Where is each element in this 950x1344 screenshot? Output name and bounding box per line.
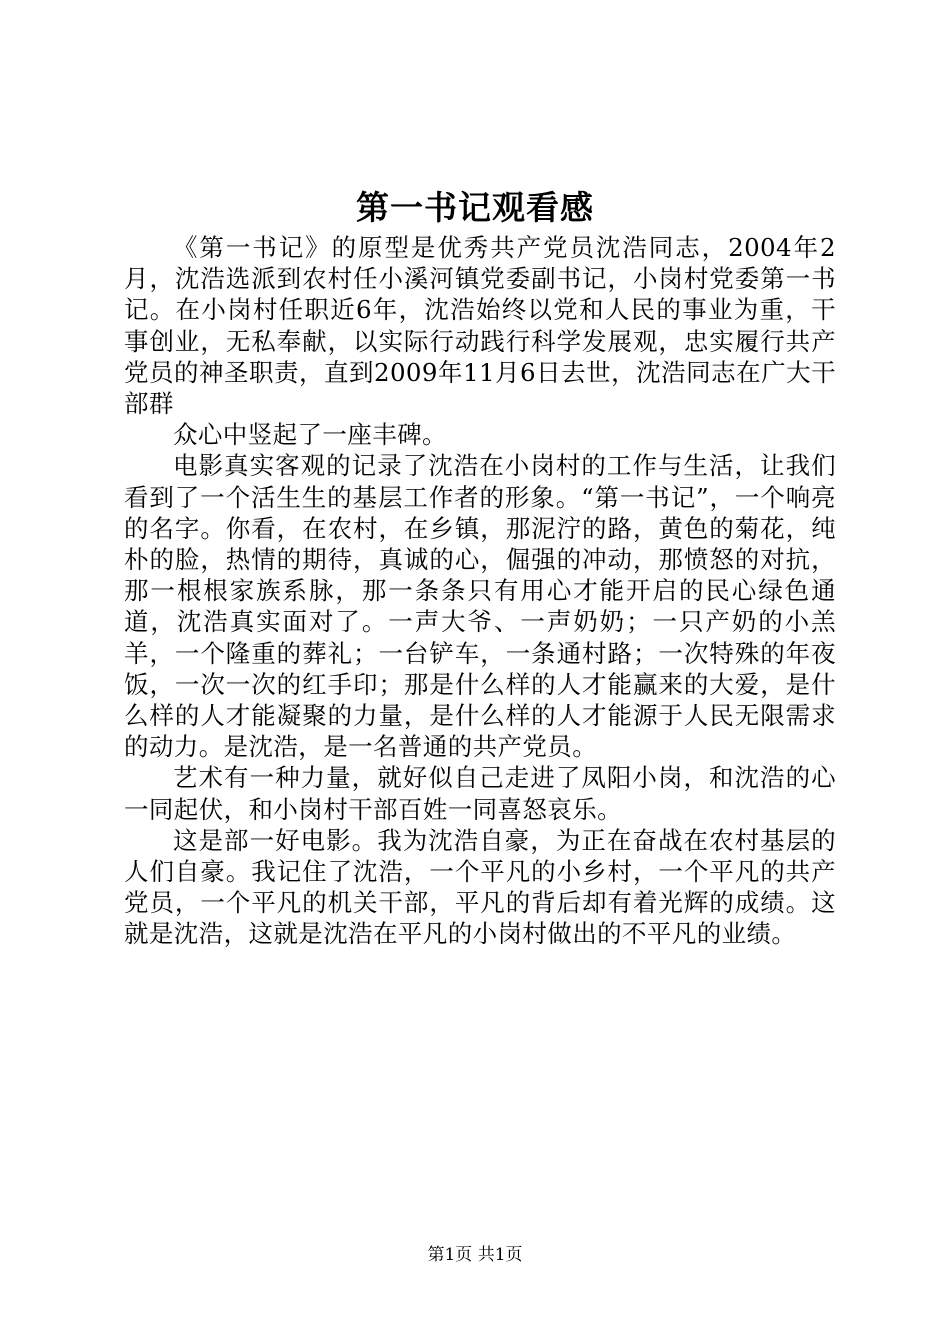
page-title: 第一书记观看感 [356,188,594,227]
paragraph-2: 众心中竖起了一座丰碑。 [173,420,447,450]
article-body [124,232,836,950]
paragraph-5: 这是部一好电影。我为沈浩自豪，为正在奋战在农村基层的人们自豪。我记住了沈浩，一个平凡的小乡村，一个平凡的共产党员，一个平凡的机关干部，平凡的背后却有着光辉的成绩。这就是沈浩，这就是沈浩在平凡的小岗村做出的不平凡的业绩。 [124,825,836,949]
paragraph-3: 电影真实客观的记录了沈浩在小岗村的工作与生活，让我们看到了一个活生生的基层工作者的形象。“第一书记”，一个响亮的名字。你看，在农村，在乡镇，那泥泞的路，黄色的菊花，纯朴的脸，热情的期待，真诚的心，倔强的冲动，那愤怒的对抗，那一根根家族系脉，那一条条只有用心才能开启的民心绿色通道，沈浩真实面对了。一声大爷、一声奶奶；一只产奶的小羔羊，一个隆重的葬礼；一台铲车，一条通村路；一次特殊的年夜饭，一次一次的红手印；那是什么样的人才能赢来的大爱，是什么样的人才能凝聚的力量，是什么样的人才能源于人民无限需求的动力。是沈浩，是一名普通的共产党员。 [124,451,836,762]
paragraph-4: 艺术有一种力量，就好似自己走进了凤阳小岗，和沈浩的心一同起伏，和小岗村干部百姓一同喜怒哀乐。 [124,763,836,824]
paragraph-1: 《第一书记》的原型是优秀共产党员沈浩同志，2004年2月，沈浩选派到农村任小溪河镇党委副书记，小岗村党委第一书记。在小岗村任职近6年，沈浩始终以党和人民的事业为重，干事创业，无私奉献，以实际行动践行科学发展观，忠实履行共产党员的神圣职责，直到2009年11月6日去世，沈浩同志在广大干部群 [124,233,836,419]
page-number-footer: 第1页 共1页 [427,1245,523,1265]
